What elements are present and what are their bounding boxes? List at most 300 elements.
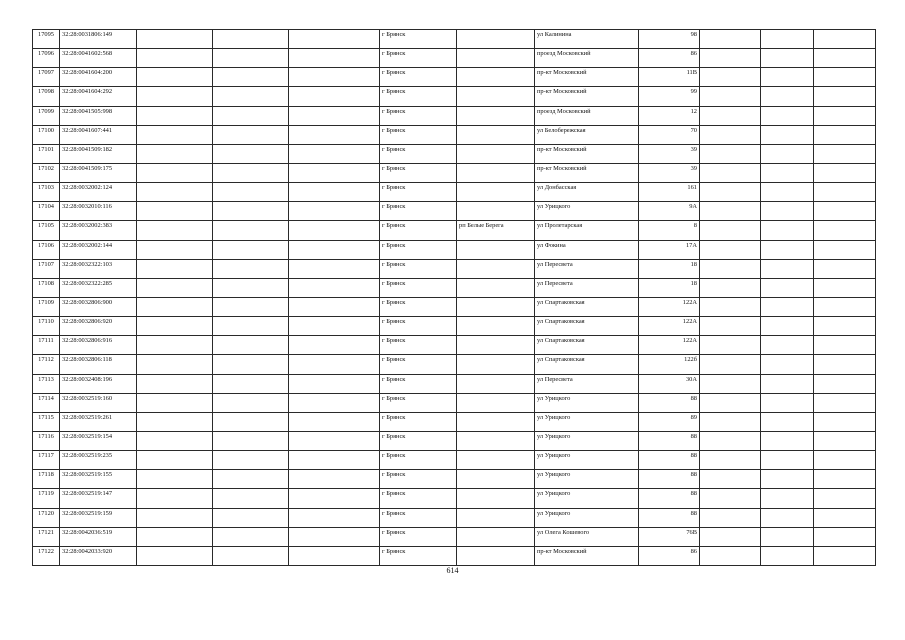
empty-cell	[213, 451, 289, 470]
city-cell: г Брянск	[380, 183, 457, 202]
house-number-cell: 70	[639, 125, 700, 144]
street-cell: пр-кт Московский	[535, 144, 639, 163]
table-row	[33, 527, 876, 546]
empty-cell	[137, 489, 213, 508]
empty-cell	[213, 527, 289, 546]
city-cell: г Брянск	[380, 278, 457, 297]
cadastral-number-cell: 32:28:0032002:124	[60, 183, 137, 202]
empty-cell	[700, 106, 761, 125]
row-number-cell: 17122	[33, 546, 60, 565]
empty-cell	[814, 30, 876, 49]
house-number-cell: 89	[639, 412, 700, 431]
empty-cell	[137, 221, 213, 240]
empty-cell	[213, 470, 289, 489]
cadastral-number-cell: 32:28:0032519:147	[60, 489, 137, 508]
row-number-cell: 17119	[33, 489, 60, 508]
row-number-cell: 17120	[33, 508, 60, 527]
city-cell: г Брянск	[380, 144, 457, 163]
street-cell: проезд Московский	[535, 49, 639, 68]
table-row	[33, 278, 876, 297]
table-row	[33, 546, 876, 565]
empty-cell	[761, 374, 814, 393]
row-number-cell: 17095	[33, 30, 60, 49]
house-number-cell: 161	[639, 183, 700, 202]
empty-cell	[137, 431, 213, 450]
row-number-cell: 17103	[33, 183, 60, 202]
empty-cell	[137, 393, 213, 412]
empty-cell	[213, 49, 289, 68]
empty-cell	[213, 106, 289, 125]
empty-cell	[137, 49, 213, 68]
empty-cell	[761, 144, 814, 163]
empty-cell	[761, 508, 814, 527]
empty-cell	[289, 336, 380, 355]
empty-cell	[700, 183, 761, 202]
house-number-cell: 9А	[639, 202, 700, 221]
table-row	[33, 144, 876, 163]
row-number-cell: 17110	[33, 317, 60, 336]
street-cell: ул Урицкого	[535, 508, 639, 527]
row-number-cell: 17115	[33, 412, 60, 431]
empty-cell	[289, 87, 380, 106]
city-cell: г Брянск	[380, 240, 457, 259]
empty-cell	[700, 30, 761, 49]
city-cell: г Брянск	[380, 87, 457, 106]
empty-cell	[289, 240, 380, 259]
empty-cell	[137, 355, 213, 374]
empty-cell	[761, 527, 814, 546]
settlement-cell	[457, 317, 535, 336]
empty-cell	[814, 489, 876, 508]
row-number-cell: 17112	[33, 355, 60, 374]
empty-cell	[137, 202, 213, 221]
row-number-cell: 17108	[33, 278, 60, 297]
empty-cell	[700, 259, 761, 278]
empty-cell	[814, 68, 876, 87]
settlement-cell	[457, 393, 535, 412]
empty-cell	[289, 221, 380, 240]
row-number-cell: 17102	[33, 163, 60, 182]
empty-cell	[761, 470, 814, 489]
settlement-cell	[457, 412, 535, 431]
row-number-cell: 17109	[33, 297, 60, 316]
house-number-cell: 88	[639, 431, 700, 450]
empty-cell	[814, 259, 876, 278]
table-row	[33, 431, 876, 450]
table-row	[33, 508, 876, 527]
row-number-cell: 17116	[33, 431, 60, 450]
empty-cell	[814, 470, 876, 489]
empty-cell	[213, 336, 289, 355]
empty-cell	[700, 451, 761, 470]
settlement-cell	[457, 259, 535, 278]
city-cell: г Брянск	[380, 470, 457, 489]
empty-cell	[814, 163, 876, 182]
empty-cell	[289, 278, 380, 297]
empty-cell	[289, 30, 380, 49]
empty-cell	[761, 336, 814, 355]
settlement-cell	[457, 451, 535, 470]
empty-cell	[814, 183, 876, 202]
empty-cell	[137, 183, 213, 202]
empty-cell	[814, 431, 876, 450]
empty-cell	[761, 412, 814, 431]
house-number-cell: 88	[639, 393, 700, 412]
street-cell: пр-кт Московский	[535, 68, 639, 87]
cadastral-number-cell: 32:28:0032806:920	[60, 317, 137, 336]
table-row	[33, 183, 876, 202]
empty-cell	[761, 163, 814, 182]
street-cell: пр-кт Московский	[535, 163, 639, 182]
empty-cell	[289, 412, 380, 431]
street-cell: ул Спартаковская	[535, 317, 639, 336]
street-cell: ул Урицкого	[535, 489, 639, 508]
cadastral-number-cell: 32:28:0041509:182	[60, 144, 137, 163]
empty-cell	[213, 163, 289, 182]
cadastral-number-cell: 32:28:0032519:235	[60, 451, 137, 470]
empty-cell	[761, 297, 814, 316]
city-cell: г Брянск	[380, 431, 457, 450]
empty-cell	[137, 240, 213, 259]
table-row	[33, 259, 876, 278]
table-row	[33, 489, 876, 508]
street-cell: ул Урицкого	[535, 412, 639, 431]
house-number-cell: 122А	[639, 317, 700, 336]
empty-cell	[213, 87, 289, 106]
street-cell: ул Урицкого	[535, 202, 639, 221]
empty-cell	[213, 374, 289, 393]
settlement-cell	[457, 106, 535, 125]
table-row	[33, 355, 876, 374]
city-cell: г Брянск	[380, 527, 457, 546]
empty-cell	[137, 374, 213, 393]
row-number-cell: 17113	[33, 374, 60, 393]
empty-cell	[761, 355, 814, 374]
empty-cell	[761, 183, 814, 202]
empty-cell	[213, 393, 289, 412]
city-cell: г Брянск	[380, 49, 457, 68]
cadastral-number-cell: 32:28:0032322:103	[60, 259, 137, 278]
empty-cell	[137, 508, 213, 527]
street-cell: ул Олега Кошевого	[535, 527, 639, 546]
cadastral-number-cell: 32:28:0041505:998	[60, 106, 137, 125]
house-number-cell: 88	[639, 451, 700, 470]
settlement-cell	[457, 527, 535, 546]
empty-cell	[289, 431, 380, 450]
house-number-cell: 88	[639, 508, 700, 527]
cadastral-number-cell: 32:28:0041604:292	[60, 87, 137, 106]
empty-cell	[761, 106, 814, 125]
empty-cell	[814, 202, 876, 221]
table-row	[33, 30, 876, 49]
settlement-cell	[457, 355, 535, 374]
house-number-cell: 12	[639, 106, 700, 125]
empty-cell	[814, 393, 876, 412]
empty-cell	[761, 489, 814, 508]
street-cell: ул Урицкого	[535, 431, 639, 450]
empty-cell	[137, 546, 213, 565]
cadastral-number-cell: 32:28:0032519:154	[60, 431, 137, 450]
house-number-cell: 39	[639, 163, 700, 182]
empty-cell	[814, 297, 876, 316]
city-cell: г Брянск	[380, 30, 457, 49]
empty-cell	[137, 125, 213, 144]
empty-cell	[814, 412, 876, 431]
city-cell: г Брянск	[380, 163, 457, 182]
house-number-cell: 18	[639, 259, 700, 278]
empty-cell	[814, 451, 876, 470]
cadastral-number-cell: 32:28:0032519:261	[60, 412, 137, 431]
empty-cell	[137, 163, 213, 182]
empty-cell	[814, 374, 876, 393]
cadastral-number-cell: 32:28:0032806:900	[60, 297, 137, 316]
empty-cell	[814, 546, 876, 565]
empty-cell	[814, 125, 876, 144]
cadastral-number-cell: 32:28:0032002:383	[60, 221, 137, 240]
empty-cell	[213, 355, 289, 374]
empty-cell	[213, 489, 289, 508]
empty-cell	[814, 278, 876, 297]
city-cell: г Брянск	[380, 412, 457, 431]
empty-cell	[761, 68, 814, 87]
empty-cell	[213, 68, 289, 87]
street-cell: ул Пересвета	[535, 259, 639, 278]
empty-cell	[289, 489, 380, 508]
empty-cell	[700, 221, 761, 240]
settlement-cell	[457, 87, 535, 106]
street-cell: ул Белобережская	[535, 125, 639, 144]
street-cell: ул Спартаковская	[535, 336, 639, 355]
empty-cell	[761, 546, 814, 565]
settlement-cell: рп Белые Берега	[457, 221, 535, 240]
empty-cell	[814, 527, 876, 546]
empty-cell	[761, 49, 814, 68]
cadastral-number-cell: 32:28:0041602:568	[60, 49, 137, 68]
empty-cell	[814, 106, 876, 125]
empty-cell	[289, 297, 380, 316]
street-cell: ул Урицкого	[535, 393, 639, 412]
empty-cell	[289, 470, 380, 489]
empty-cell	[289, 374, 380, 393]
cadastral-number-cell: 32:28:0041509:175	[60, 163, 137, 182]
page-number: 614	[446, 566, 459, 575]
empty-cell	[700, 489, 761, 508]
empty-cell	[761, 240, 814, 259]
house-number-cell: 39	[639, 144, 700, 163]
city-cell: г Брянск	[380, 355, 457, 374]
empty-cell	[814, 144, 876, 163]
empty-cell	[289, 546, 380, 565]
empty-cell	[137, 87, 213, 106]
settlement-cell	[457, 489, 535, 508]
house-number-cell: 30А	[639, 374, 700, 393]
empty-cell	[213, 317, 289, 336]
empty-cell	[700, 527, 761, 546]
empty-cell	[213, 412, 289, 431]
empty-cell	[761, 125, 814, 144]
empty-cell	[289, 106, 380, 125]
empty-cell	[700, 355, 761, 374]
table-row	[33, 221, 876, 240]
house-number-cell: 99	[639, 87, 700, 106]
empty-cell	[137, 317, 213, 336]
registry-table	[32, 29, 876, 566]
house-number-cell: 86	[639, 49, 700, 68]
empty-cell	[137, 278, 213, 297]
empty-cell	[289, 451, 380, 470]
empty-cell	[700, 317, 761, 336]
empty-cell	[700, 87, 761, 106]
settlement-cell	[457, 374, 535, 393]
empty-cell	[213, 546, 289, 565]
empty-cell	[137, 527, 213, 546]
row-number-cell: 17105	[33, 221, 60, 240]
empty-cell	[700, 163, 761, 182]
empty-cell	[761, 278, 814, 297]
settlement-cell	[457, 183, 535, 202]
row-number-cell: 17107	[33, 259, 60, 278]
empty-cell	[761, 30, 814, 49]
empty-cell	[213, 259, 289, 278]
row-number-cell: 17098	[33, 87, 60, 106]
empty-cell	[137, 412, 213, 431]
empty-cell	[137, 336, 213, 355]
empty-cell	[761, 431, 814, 450]
empty-cell	[700, 278, 761, 297]
empty-cell	[213, 125, 289, 144]
street-cell: ул Спартаковская	[535, 297, 639, 316]
cadastral-number-cell: 32:28:0032002:144	[60, 240, 137, 259]
house-number-cell: 76В	[639, 527, 700, 546]
street-cell: пр-кт Московский	[535, 87, 639, 106]
empty-cell	[289, 144, 380, 163]
city-cell: г Брянск	[380, 106, 457, 125]
settlement-cell	[457, 336, 535, 355]
row-number-cell: 17114	[33, 393, 60, 412]
table-row	[33, 68, 876, 87]
empty-cell	[137, 470, 213, 489]
empty-cell	[137, 451, 213, 470]
table-row	[33, 106, 876, 125]
row-number-cell: 17099	[33, 106, 60, 125]
empty-cell	[213, 30, 289, 49]
empty-cell	[700, 68, 761, 87]
street-cell: ул Пересвета	[535, 374, 639, 393]
empty-cell	[761, 451, 814, 470]
table-row	[33, 412, 876, 431]
city-cell: г Брянск	[380, 221, 457, 240]
street-cell: ул Спартаковская	[535, 355, 639, 374]
table-row	[33, 87, 876, 106]
empty-cell	[814, 221, 876, 240]
table-row	[33, 317, 876, 336]
settlement-cell	[457, 144, 535, 163]
settlement-cell	[457, 508, 535, 527]
empty-cell	[700, 412, 761, 431]
settlement-cell	[457, 297, 535, 316]
cadastral-number-cell: 32:28:0041604:200	[60, 68, 137, 87]
table-row	[33, 202, 876, 221]
empty-cell	[213, 431, 289, 450]
house-number-cell: 8	[639, 221, 700, 240]
row-number-cell: 17121	[33, 527, 60, 546]
house-number-cell: 122б	[639, 355, 700, 374]
empty-cell	[814, 317, 876, 336]
empty-cell	[700, 336, 761, 355]
empty-cell	[814, 240, 876, 259]
row-number-cell: 17111	[33, 336, 60, 355]
house-number-cell: 122А	[639, 336, 700, 355]
empty-cell	[700, 144, 761, 163]
empty-cell	[289, 355, 380, 374]
empty-cell	[213, 183, 289, 202]
table-row	[33, 470, 876, 489]
empty-cell	[289, 508, 380, 527]
empty-cell	[700, 393, 761, 412]
city-cell: г Брянск	[380, 125, 457, 144]
row-number-cell: 17101	[33, 144, 60, 163]
settlement-cell	[457, 546, 535, 565]
empty-cell	[213, 144, 289, 163]
city-cell: г Брянск	[380, 489, 457, 508]
empty-cell	[289, 259, 380, 278]
cadastral-number-cell: 32:28:0032519:155	[60, 470, 137, 489]
city-cell: г Брянск	[380, 374, 457, 393]
empty-cell	[289, 527, 380, 546]
empty-cell	[761, 259, 814, 278]
cadastral-number-cell: 32:28:0032519:160	[60, 393, 137, 412]
city-cell: г Брянск	[380, 451, 457, 470]
empty-cell	[137, 144, 213, 163]
empty-cell	[213, 297, 289, 316]
city-cell: г Брянск	[380, 202, 457, 221]
empty-cell	[700, 202, 761, 221]
cadastral-number-cell: 32:28:0031806:149	[60, 30, 137, 49]
house-number-cell: 18	[639, 278, 700, 297]
cadastral-number-cell: 32:28:0042036:519	[60, 527, 137, 546]
cadastral-number-cell: 32:28:0032010:116	[60, 202, 137, 221]
street-cell: пр-кт Московский	[535, 546, 639, 565]
empty-cell	[289, 183, 380, 202]
empty-cell	[137, 30, 213, 49]
table-row	[33, 49, 876, 68]
empty-cell	[289, 317, 380, 336]
settlement-cell	[457, 49, 535, 68]
city-cell: г Брянск	[380, 336, 457, 355]
empty-cell	[289, 163, 380, 182]
house-number-cell: 98	[639, 30, 700, 49]
cadastral-number-cell: 32:28:0032408:196	[60, 374, 137, 393]
city-cell: г Брянск	[380, 317, 457, 336]
empty-cell	[700, 240, 761, 259]
row-number-cell: 17117	[33, 451, 60, 470]
empty-cell	[700, 125, 761, 144]
empty-cell	[289, 125, 380, 144]
table-row	[33, 163, 876, 182]
empty-cell	[137, 259, 213, 278]
row-number-cell: 17100	[33, 125, 60, 144]
cadastral-number-cell: 32:28:0032806:118	[60, 355, 137, 374]
row-number-cell: 17096	[33, 49, 60, 68]
empty-cell	[289, 49, 380, 68]
empty-cell	[700, 470, 761, 489]
empty-cell	[700, 297, 761, 316]
street-cell: ул Калинина	[535, 30, 639, 49]
table-row	[33, 297, 876, 316]
settlement-cell	[457, 30, 535, 49]
street-cell: ул Урицкого	[535, 470, 639, 489]
empty-cell	[137, 106, 213, 125]
